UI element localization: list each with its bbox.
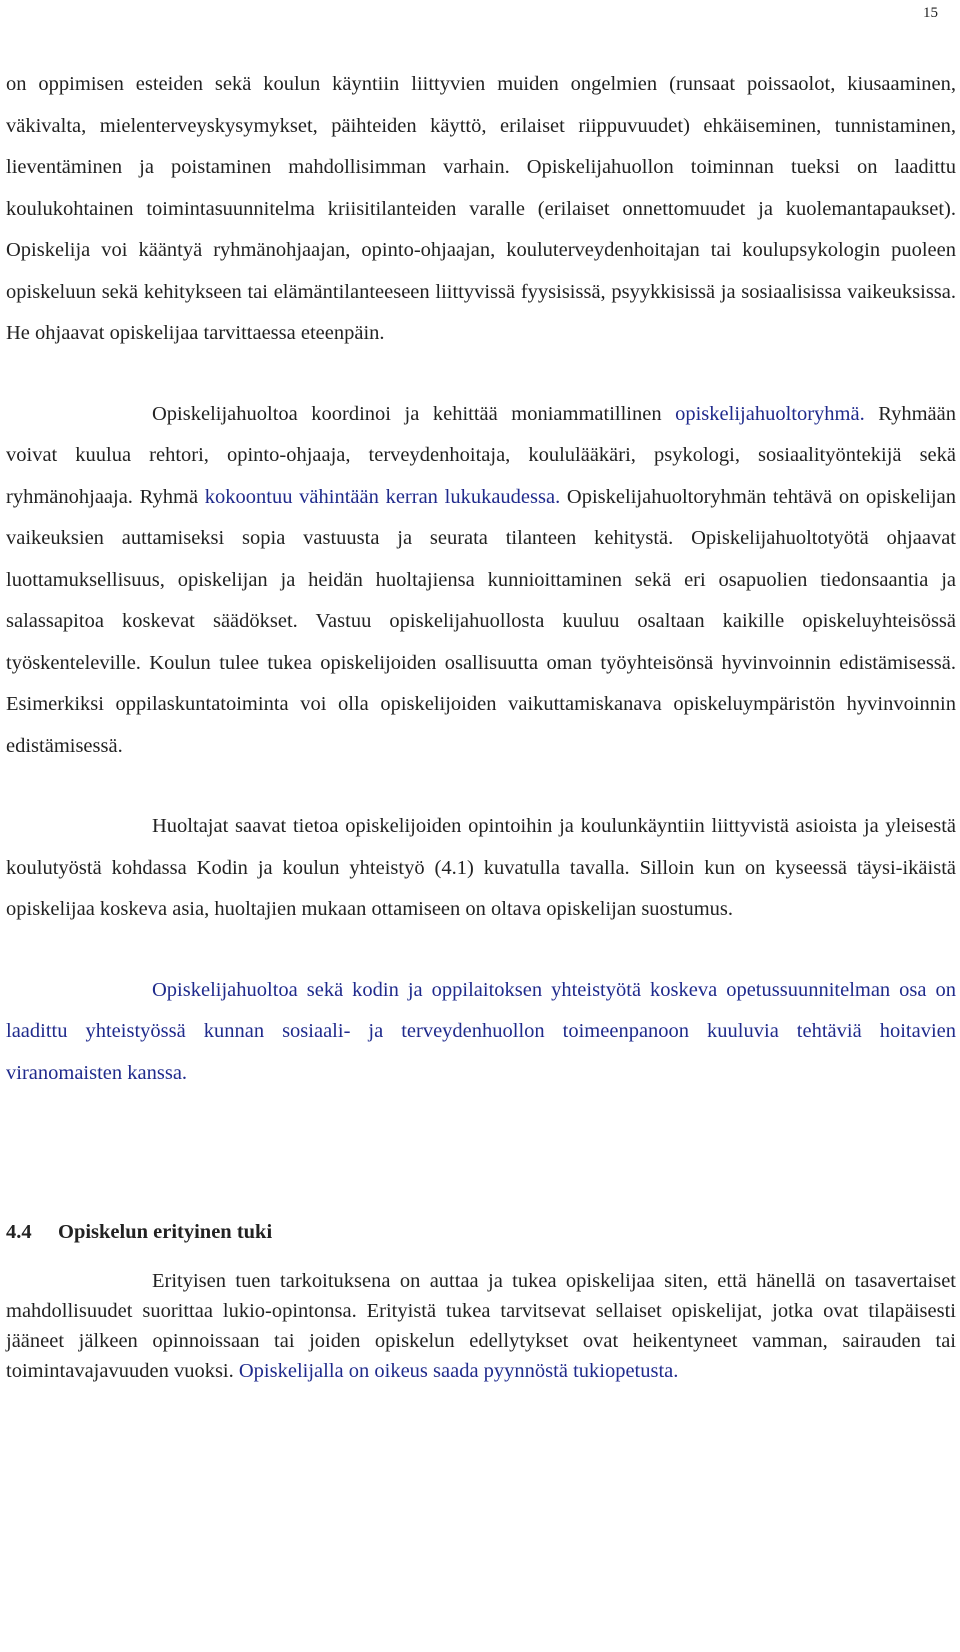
highlighted-text: opiskelijahuoltoryhmä.: [675, 402, 865, 425]
paragraph-curriculum-cooperation: Opiskelijahuoltoa sekä kodin ja oppilaitoksen yhteistyötä koskeva opetussuunnitelman osa on laadittu yhteistyössä kunnan sosiaali- ja terveydenhuollon toimeenpanoon kuuluvia tehtäviä hoitavien viranomaisten kanssa.: [6, 978, 956, 1084]
paragraph-gap: [6, 767, 956, 806]
highlighted-text: kokoontuu vähintään kerran lukukaudessa.: [204, 485, 561, 508]
paragraph-gap: [6, 931, 956, 970]
section-gap: [6, 1094, 956, 1212]
paragraph-student-welfare-intro: on oppimisen esteiden sekä koulun käyntiin liittyvien muiden ongelmien (runsaat poissaolot, kiusaaminen, väkivalta, mielenterveyskysymykset, päihteiden käyttö, erilaiset riippuvuudet) ehkäiseminen, tunnistaminen, lieventäminen ja poistaminen mahdollisimman varhain. Opiskelijahuollon toiminnan tueksi on laadittu koulukohtainen toimintasuunnitelma kriisitilanteiden varalle (erilaiset onnettomuudet ja kuolemantapaukset). Opiskelija voi kääntyä ryhmänohjaajan, opinto-ohjaajan, kouluterveydenhoitajan tai koulupsykologin puoleen opiskeluun sekä kehitykseen tai elämäntilanteeseen liittyvissä fyysisissä, psyykkisissä ja sosiaalisissa vaikeuksissa. He ohjaavat opiskelijaa tarvittaessa eteenpäin.: [6, 73, 956, 344]
paragraph-special-support: [6, 1266, 956, 1386]
text-span: Opiskelijahuoltoa koordinoi ja kehittää moniammatillinen: [152, 402, 676, 425]
text-span: Opiskelijahuoltoryhmän tehtävä on opiskelijan vaikeuksien auttamiseksi sopia vastuusta ja seurata tilanteen kehitystä. Opiskelijahuoltotyötä ohjaavat luottamuksellisuus, opiskelijan ja heidän huoltajiensa kunnioittaminen sekä eri osapuolien tiedonsaantia ja salassapitoa koskevat säädökset. Vastuu opiskelijahuollosta kuuluu osaltaan kaikille opiskeluyhteisössä työskenteleville. Koulun tulee tukea opiskelijoiden osallisuutta oman työyhteisönsä hyvinvoinnin edistämisessä. Esimerkiksi oppilaskuntatoiminta voi olla opiskelijoiden vaikuttamiskanava opiskeluympäristön hyvinvoinnin edistämisessä.: [6, 485, 956, 757]
paragraph-guardians: Huoltajat saavat tietoa opiskelijoiden opintoihin ja koulunkäyntiin liittyvistä asioista ja yleisestä koulutyöstä kohdassa Kodin ja koulun yhteistyö (4.1) kuvatulla tavalla. Silloin kun on kyseessä täysi-ikäistä opiskelijaa koskeva asia, huoltajien mukaan ottamiseen on oltava opiskelijan suostumus.: [6, 815, 956, 920]
section-heading: [6, 1212, 956, 1254]
heading-gap: [6, 1254, 956, 1266]
paragraph-welfare-group: [6, 394, 956, 768]
document-body: [6, 64, 956, 1386]
paragraph-gap: [6, 355, 956, 394]
text-span: Ryhmään voivat kuulua rehtori, opinto-ohjaaja, terveydenhoitaja, koululääkäri, psykologi, sosiaalityöntekijä sekä ryhmänohjaaja. Ryhmä: [6, 402, 956, 508]
highlighted-text: Opiskelijalla on oikeus saada pyynnöstä tukiopetusta.: [238, 1359, 679, 1382]
section-number: 4.4: [6, 1221, 32, 1243]
page-number: 15: [923, 5, 938, 21]
section-title: Opiskelun erityinen tuki: [58, 1221, 273, 1243]
text-span: Erityisen tuen tarkoituksena on auttaa ja tukea opiskelijaa siten, että hänellä on tasavertaiset mahdollisuudet suorittaa lukio-opintonsa. Erityistä tukea tarvitsevat sellaiset opiskelijat, jotka ovat tilapäisesti jääneet jälkeen opinnoissaan tai joiden opiskelun edellytykset ovat heikentyneet vamman, sairauden tai toimintavajavuuden vuoksi.: [6, 1269, 956, 1382]
